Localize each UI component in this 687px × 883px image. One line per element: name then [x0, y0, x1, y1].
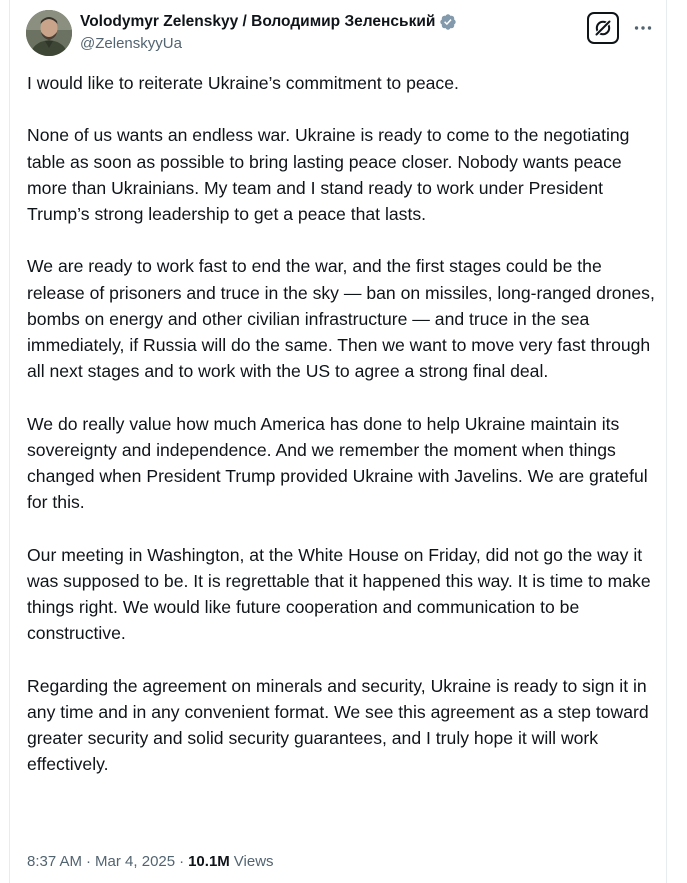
- tweet-date[interactable]: Mar 4, 2025: [95, 853, 176, 870]
- tweet-paragraph: None of us wants an endless war. Ukraine is ready to come to the negotiating table as soon as possible to bring lasting peace closer. Nobody wants peace more than Ukrainians. My team and I stand ready to work under President Trump’s strong leadership to get a peace that lasts.: [27, 125, 630, 224]
- more-options-button[interactable]: [630, 14, 656, 42]
- meta-separator: ·: [86, 853, 92, 870]
- tweet-paragraph: We are ready to work fast to end the war, and the first stages could be the release of prisoners and truce in the sky — ban on missiles, long-ranged drones, bombs on energy and other civilian infrastructure — and truce in the sea immediately, if Russia will do the same. Then we want to move very fast through all next stages and to work with the US to agree a strong final deal.: [27, 256, 655, 382]
- author-display-name[interactable]: Volodymyr Zelenskyy / Володимир Зеленський: [80, 13, 436, 30]
- grok-button[interactable]: [587, 12, 619, 44]
- more-options-icon: [633, 25, 653, 31]
- avatar-photo: [26, 10, 72, 56]
- tweet-time[interactable]: 8:37 AM: [27, 853, 83, 870]
- tweet-paragraph: Regarding the agreement on minerals and security, Ukraine is ready to sign it in any time and in any convenient format. We see this agreement as a step toward greater security and solid security guarantees, and I truly hope it will work effectively.: [27, 675, 649, 775]
- display-name-row: [80, 12, 457, 32]
- author-info: [80, 12, 457, 52]
- tweet-paragraph: We do really value how much America has done to help Ukraine maintain its sovereignty and independence. And we remember the moment when things changed when President Trump provided Ukraine with Javelins. We are grateful for this.: [27, 413, 648, 513]
- views-count[interactable]: 10.1M: [188, 853, 230, 870]
- verified-badge-icon[interactable]: [439, 13, 457, 31]
- tweet-text: [27, 70, 659, 777]
- grok-icon: [593, 18, 613, 38]
- tweet-card: [9, 0, 667, 883]
- views-label: Views: [233, 853, 274, 870]
- author-avatar[interactable]: [26, 10, 72, 56]
- tweet-paragraph: I would like to reiterate Ukraine’s commitment to peace.: [27, 73, 459, 93]
- tweet-paragraph: Our meeting in Washington, at the White House on Friday, did not go the way it was supposed to be. It is regrettable that it happened this way. It is time to make things right. We would like future cooperation and communication to be constructive.: [27, 544, 651, 644]
- meta-separator: ·: [179, 853, 185, 870]
- tweet-header: [10, 0, 666, 66]
- tweet-metadata: [27, 853, 274, 870]
- author-handle[interactable]: @ZelenskyyUa: [80, 35, 182, 52]
